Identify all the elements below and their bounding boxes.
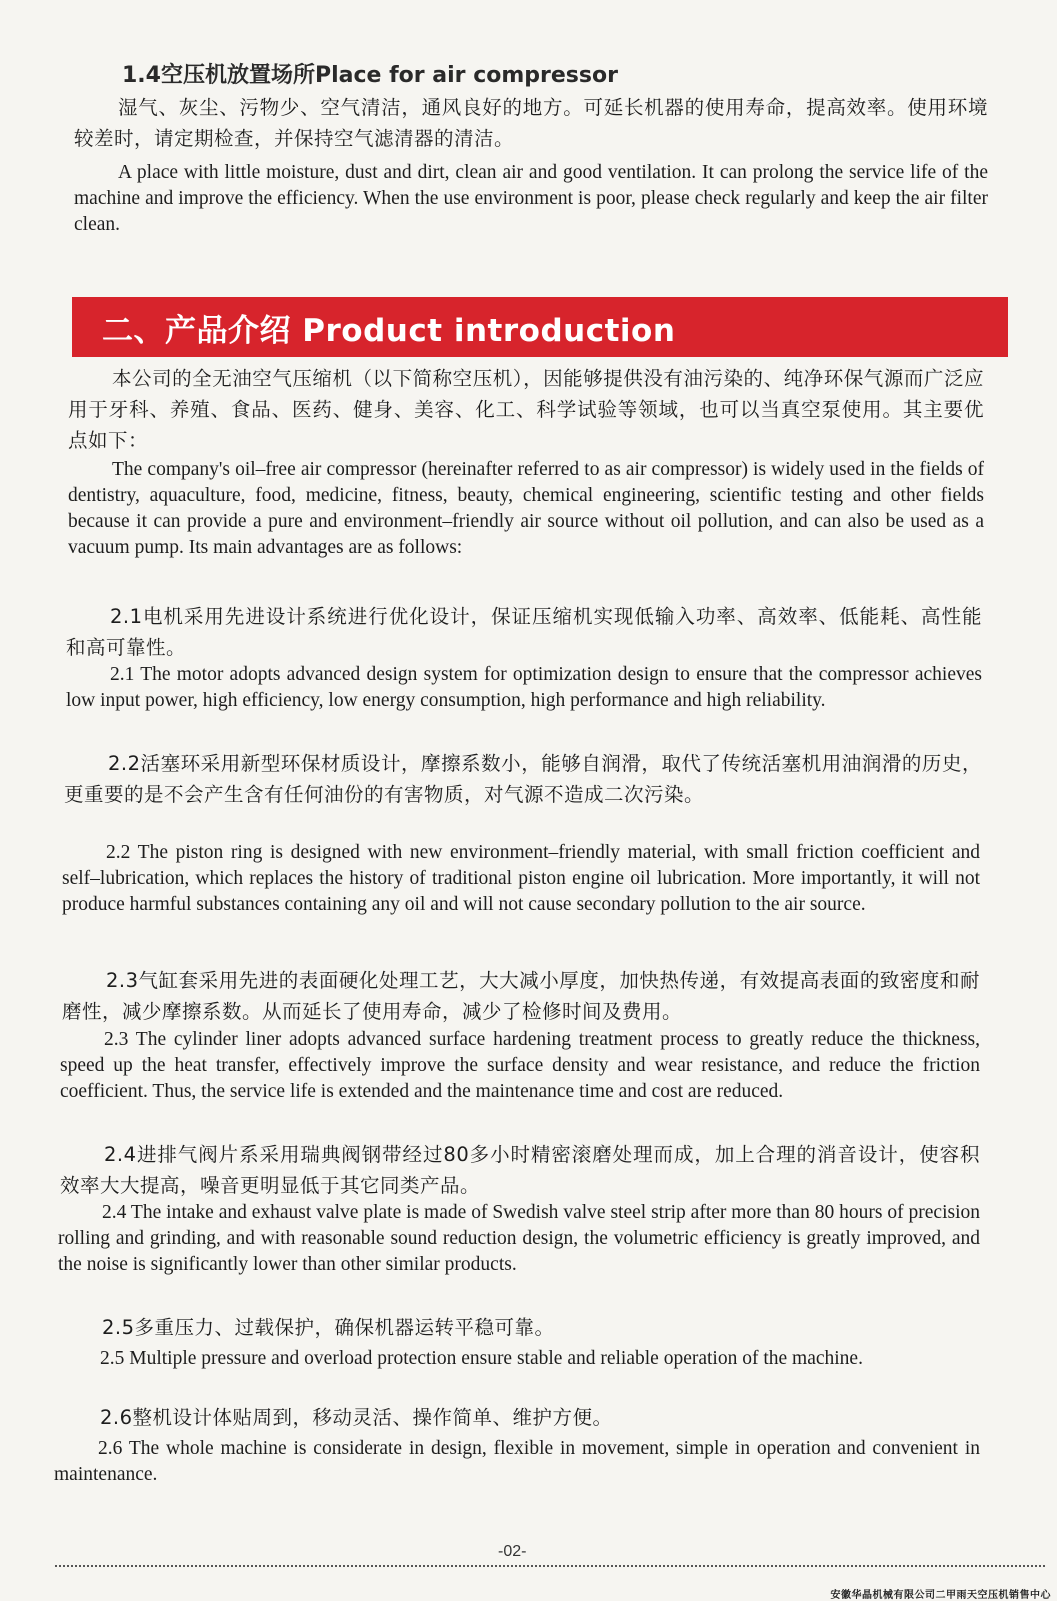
chapter-banner-title: 二、产品介绍 Product introduction	[102, 312, 676, 349]
item-2-5-cn: 2.5多重压力、过载保护，确保机器运转平稳可靠。	[102, 1316, 555, 1339]
section-heading: 1.4空压机放置场所Place for air compressor	[122, 63, 618, 88]
item-2-3-en: 2.3 The cylinder liner adopts advanced surface hardening treatment process to greatly reduce the thickness, speed up the heat transfer, effectively improve the surface density and wear resistance, and reduce the friction coefficient. Thus, the service life is extended and the maintenance time and cost are reduced.	[60, 1029, 980, 1102]
footer-divider	[55, 1565, 1045, 1567]
item-2-6-cn: 2.6整机设计体贴周到，移动灵活、操作简单、维护方便。	[100, 1406, 613, 1429]
company-stamp: 安徽华晶机械有限公司二甲雨天空压机销售中心	[830, 1590, 1051, 1601]
item-2-2-cn: 2.2活塞环采用新型环保材质设计，摩擦系数小，能够自润滑，取代了传统活塞机用油润滑的历史，更重要的是不会产生含有任何油份的有害物质，对气源不造成二次污染。	[64, 752, 982, 806]
item-2-1-en: 2.1 The motor adopts advanced design system for optimization design to ensure that the compressor achieves low input power, high efficiency, low energy consumption, high performance and high reliability.	[66, 664, 982, 711]
item-2-4-en: 2.4 The intake and exhaust valve plate is made of Swedish valve steel strip after more than 80 hours of precision rolling and grinding, and with reasonable sound reduction design, the volumetric efficiency is greatly improved, and the noise is significantly lower than other similar products.	[58, 1202, 980, 1275]
intro-en-paragraph: The company's oil–free air compressor (hereinafter referred to as air compressor) is widely used in the fields of dentistry, aquaculture, food, medicine, fitness, beauty, chemical engineering, scientific testing and other fields because it can provide a pure and environment–friendly air source without oil pollution, and can also be used as a vacuum pump. Its main advantages are as follows:	[68, 459, 984, 558]
item-2-1-cn: 2.1电机采用先进设计系统进行优化设计，保证压缩机实现低输入功率、高效率、低能耗、高性能和高可靠性。	[66, 605, 982, 659]
chapter-banner	[72, 297, 1008, 357]
intro-cn-paragraph: 本公司的全无油空气压缩机（以下简称空压机），因能够提供没有油污染的、纯净环保气源而广泛应用于牙科、养殖、食品、医药、健身、美容、化工、科学试验等领域，也可以当真空泵使用。其主要优点如下：	[68, 367, 984, 452]
section-en-paragraph: A place with little moisture, dust and dirt, clean air and good ventilation. It can prolong the service life of the machine and improve the efficiency. When the use environment is poor, please check regularly and keep the air filter clean.	[74, 162, 988, 235]
item-2-3-cn: 2.3气缸套采用先进的表面硬化处理工艺，大大减小厚度，加快热传递，有效提高表面的致密度和耐磨性，减少摩擦系数。从而延长了使用寿命，减少了检修时间及费用。	[62, 969, 980, 1023]
item-2-5-en: 2.5 Multiple pressure and overload protection ensure stable and reliable operation of the machine.	[100, 1348, 863, 1369]
page-number: -02-	[498, 1543, 527, 1560]
item-2-6-en: 2.6 The whole machine is considerate in design, flexible in movement, simple in operation and convenient in maintenance.	[54, 1438, 980, 1485]
item-2-2-en: 2.2 The piston ring is designed with new environment–friendly material, with small friction coefficient and self–lubrication, which replaces the history of traditional piston engine oil lubrication. More importantly, it will not produce harmful substances containing any oil and will not cause secondary pollution to the air source.	[62, 842, 980, 915]
item-2-4-cn: 2.4进排气阀片系采用瑞典阀钢带经过80多小时精密滚磨处理而成，加上合理的消音设计，使容积效率大大提高，噪音更明显低于其它同类产品。	[60, 1143, 980, 1197]
section-cn-paragraph: 湿气、灰尘、污物少、空气清洁，通风良好的地方。可延长机器的使用寿命，提高效率。使用环境较差时，请定期检查，并保持空气滤清器的清洁。	[74, 96, 988, 150]
